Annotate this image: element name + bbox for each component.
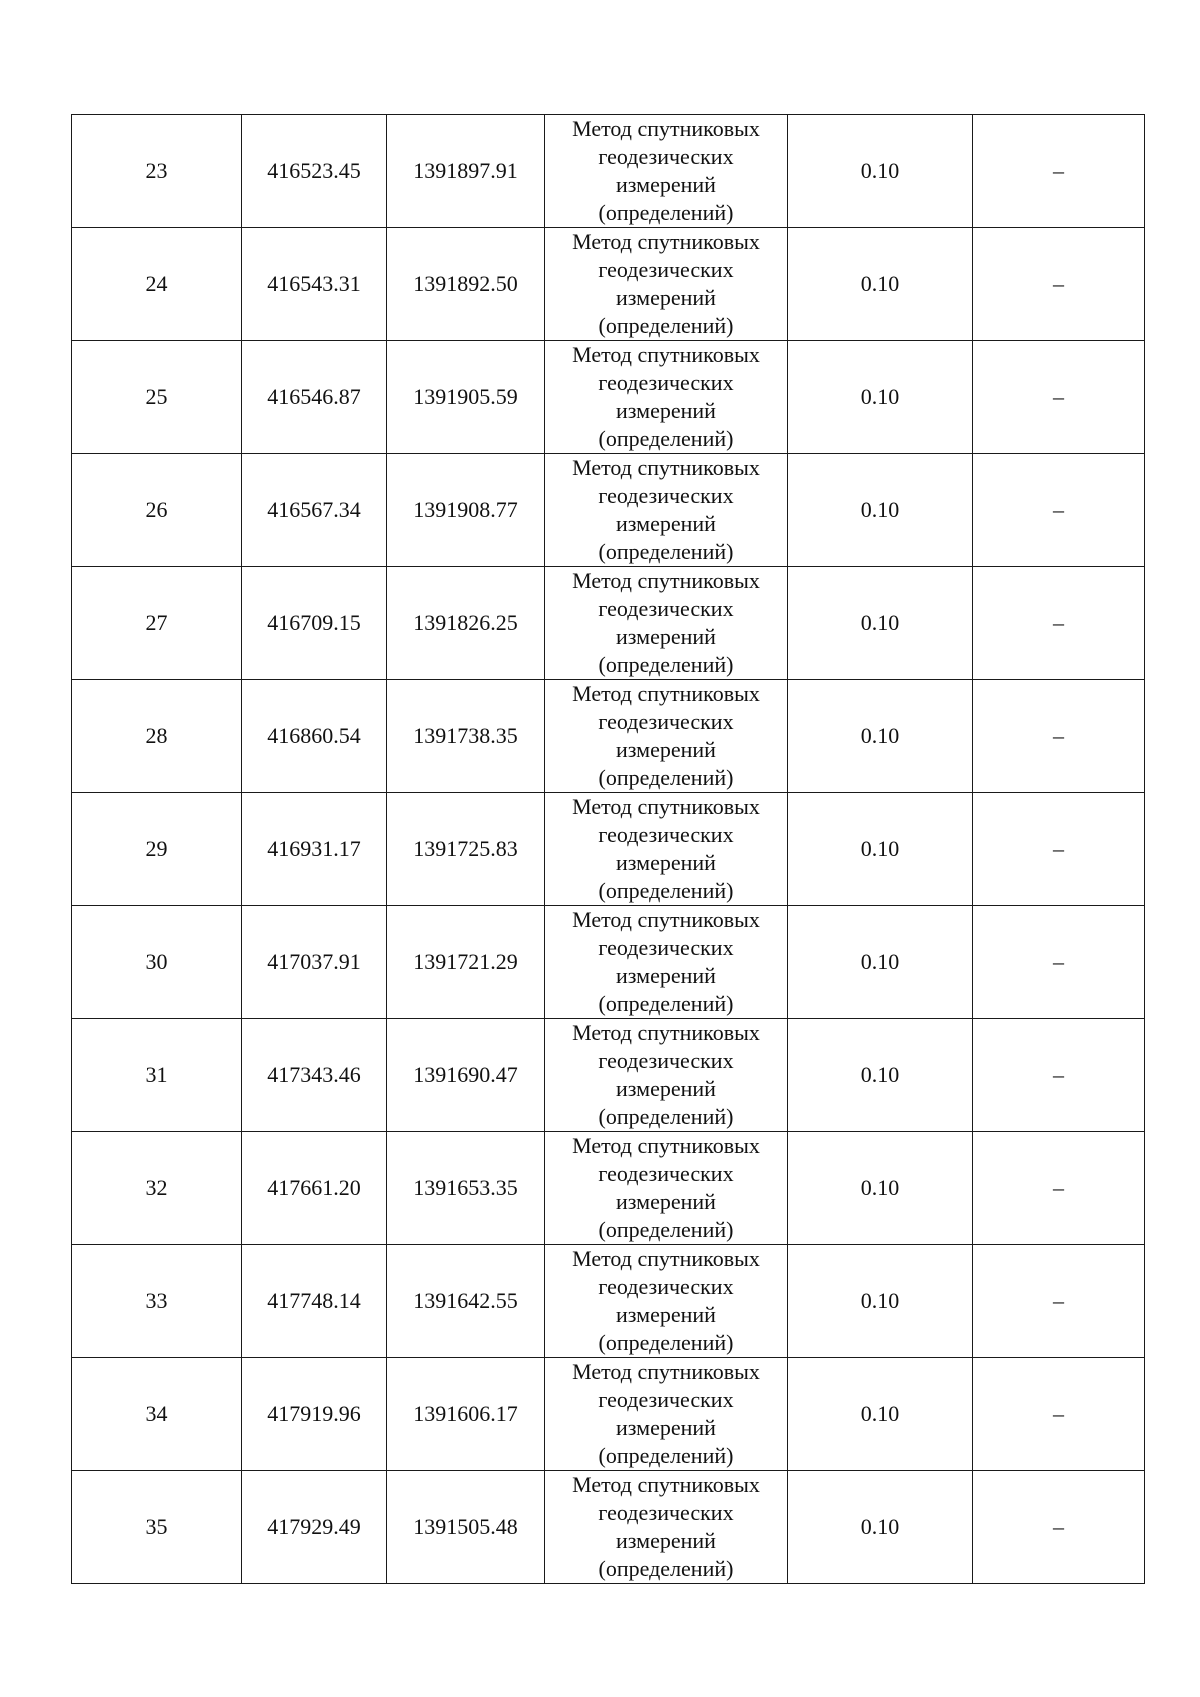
y-coordinate-cell: 1391653.35 (387, 1132, 545, 1245)
method-text: Метод спутниковых геодезических измерений (определений) (572, 1472, 760, 1581)
point-number-cell: 27 (72, 567, 242, 680)
method-cell (545, 793, 788, 906)
point-number-cell: 35 (72, 1471, 242, 1584)
method-cell (545, 1471, 788, 1584)
y-coordinate-cell: 1391721.29 (387, 906, 545, 1019)
point-number-cell: 24 (72, 228, 242, 341)
table-row (72, 454, 1145, 567)
table-row (72, 228, 1145, 341)
y-coordinate-cell: 1391690.47 (387, 1019, 545, 1132)
table-row (72, 1358, 1145, 1471)
x-coordinate-cell: 416931.17 (242, 793, 387, 906)
accuracy-cell: 0.10 (788, 1019, 973, 1132)
x-coordinate-cell: 417661.20 (242, 1132, 387, 1245)
accuracy-cell: 0.10 (788, 1245, 973, 1358)
method-cell (545, 1358, 788, 1471)
x-coordinate-cell: 416523.45 (242, 115, 387, 228)
y-coordinate-cell: 1391908.77 (387, 454, 545, 567)
accuracy-cell: 0.10 (788, 793, 973, 906)
point-number-cell: 29 (72, 793, 242, 906)
y-coordinate-cell: 1391642.55 (387, 1245, 545, 1358)
method-cell (545, 1245, 788, 1358)
note-cell: – (973, 680, 1145, 793)
accuracy-cell: 0.10 (788, 1132, 973, 1245)
y-coordinate-cell: 1391897.91 (387, 115, 545, 228)
point-number-cell: 31 (72, 1019, 242, 1132)
method-text: Метод спутниковых геодезических измерений (определений) (572, 1246, 760, 1355)
method-cell (545, 115, 788, 228)
note-cell: – (973, 793, 1145, 906)
y-coordinate-cell: 1391505.48 (387, 1471, 545, 1584)
note-cell: – (973, 1019, 1145, 1132)
table-row (72, 1132, 1145, 1245)
method-text: Метод спутниковых геодезических измерений (определений) (572, 681, 760, 790)
table-row (72, 1245, 1145, 1358)
x-coordinate-cell: 417343.46 (242, 1019, 387, 1132)
note-cell: – (973, 228, 1145, 341)
y-coordinate-cell: 1391738.35 (387, 680, 545, 793)
x-coordinate-cell: 417748.14 (242, 1245, 387, 1358)
point-number-cell: 32 (72, 1132, 242, 1245)
note-cell: – (973, 567, 1145, 680)
y-coordinate-cell: 1391826.25 (387, 567, 545, 680)
note-cell: – (973, 1358, 1145, 1471)
x-coordinate-cell: 417919.96 (242, 1358, 387, 1471)
method-cell (545, 228, 788, 341)
note-cell: – (973, 1245, 1145, 1358)
x-coordinate-cell: 416543.31 (242, 228, 387, 341)
method-cell (545, 680, 788, 793)
accuracy-cell: 0.10 (788, 228, 973, 341)
point-number-cell: 26 (72, 454, 242, 567)
method-text: Метод спутниковых геодезических измерений (определений) (572, 1359, 760, 1468)
method-cell (545, 567, 788, 680)
coordinates-table (71, 114, 1145, 1584)
point-number-cell: 23 (72, 115, 242, 228)
point-number-cell: 30 (72, 906, 242, 1019)
method-text: Метод спутниковых геодезических измерений (определений) (572, 568, 760, 677)
table-row (72, 1471, 1145, 1584)
note-cell: – (973, 341, 1145, 454)
accuracy-cell: 0.10 (788, 906, 973, 1019)
method-text: Метод спутниковых геодезических измерений (определений) (572, 1133, 760, 1242)
y-coordinate-cell: 1391892.50 (387, 228, 545, 341)
x-coordinate-cell: 416709.15 (242, 567, 387, 680)
method-cell (545, 1019, 788, 1132)
table-row (72, 906, 1145, 1019)
method-cell (545, 1132, 788, 1245)
accuracy-cell: 0.10 (788, 567, 973, 680)
table-body (72, 115, 1145, 1584)
method-cell (545, 454, 788, 567)
accuracy-cell: 0.10 (788, 454, 973, 567)
x-coordinate-cell: 417037.91 (242, 906, 387, 1019)
point-number-cell: 28 (72, 680, 242, 793)
method-text: Метод спутниковых геодезических измерений (определений) (572, 229, 760, 338)
y-coordinate-cell: 1391725.83 (387, 793, 545, 906)
y-coordinate-cell: 1391606.17 (387, 1358, 545, 1471)
accuracy-cell: 0.10 (788, 1358, 973, 1471)
method-text: Метод спутниковых геодезических измерений (определений) (572, 342, 760, 451)
table-row (72, 115, 1145, 228)
method-cell (545, 906, 788, 1019)
method-text: Метод спутниковых геодезических измерений (определений) (572, 455, 760, 564)
note-cell: – (973, 1471, 1145, 1584)
note-cell: – (973, 454, 1145, 567)
note-cell: – (973, 906, 1145, 1019)
x-coordinate-cell: 416546.87 (242, 341, 387, 454)
accuracy-cell: 0.10 (788, 1471, 973, 1584)
table-row (72, 567, 1145, 680)
x-coordinate-cell: 417929.49 (242, 1471, 387, 1584)
point-number-cell: 25 (72, 341, 242, 454)
point-number-cell: 33 (72, 1245, 242, 1358)
table-row (72, 341, 1145, 454)
accuracy-cell: 0.10 (788, 115, 973, 228)
table-row (72, 793, 1145, 906)
accuracy-cell: 0.10 (788, 680, 973, 793)
method-text: Метод спутниковых геодезических измерений (определений) (572, 794, 760, 903)
point-number-cell: 34 (72, 1358, 242, 1471)
method-cell (545, 341, 788, 454)
document-page (71, 114, 1144, 1584)
y-coordinate-cell: 1391905.59 (387, 341, 545, 454)
note-cell: – (973, 115, 1145, 228)
method-text: Метод спутниковых геодезических измерений (определений) (572, 116, 760, 225)
table-row (72, 1019, 1145, 1132)
table-row (72, 680, 1145, 793)
accuracy-cell: 0.10 (788, 341, 973, 454)
x-coordinate-cell: 416567.34 (242, 454, 387, 567)
method-text: Метод спутниковых геодезических измерений (определений) (572, 1020, 760, 1129)
note-cell: – (973, 1132, 1145, 1245)
x-coordinate-cell: 416860.54 (242, 680, 387, 793)
method-text: Метод спутниковых геодезических измерений (определений) (572, 907, 760, 1016)
